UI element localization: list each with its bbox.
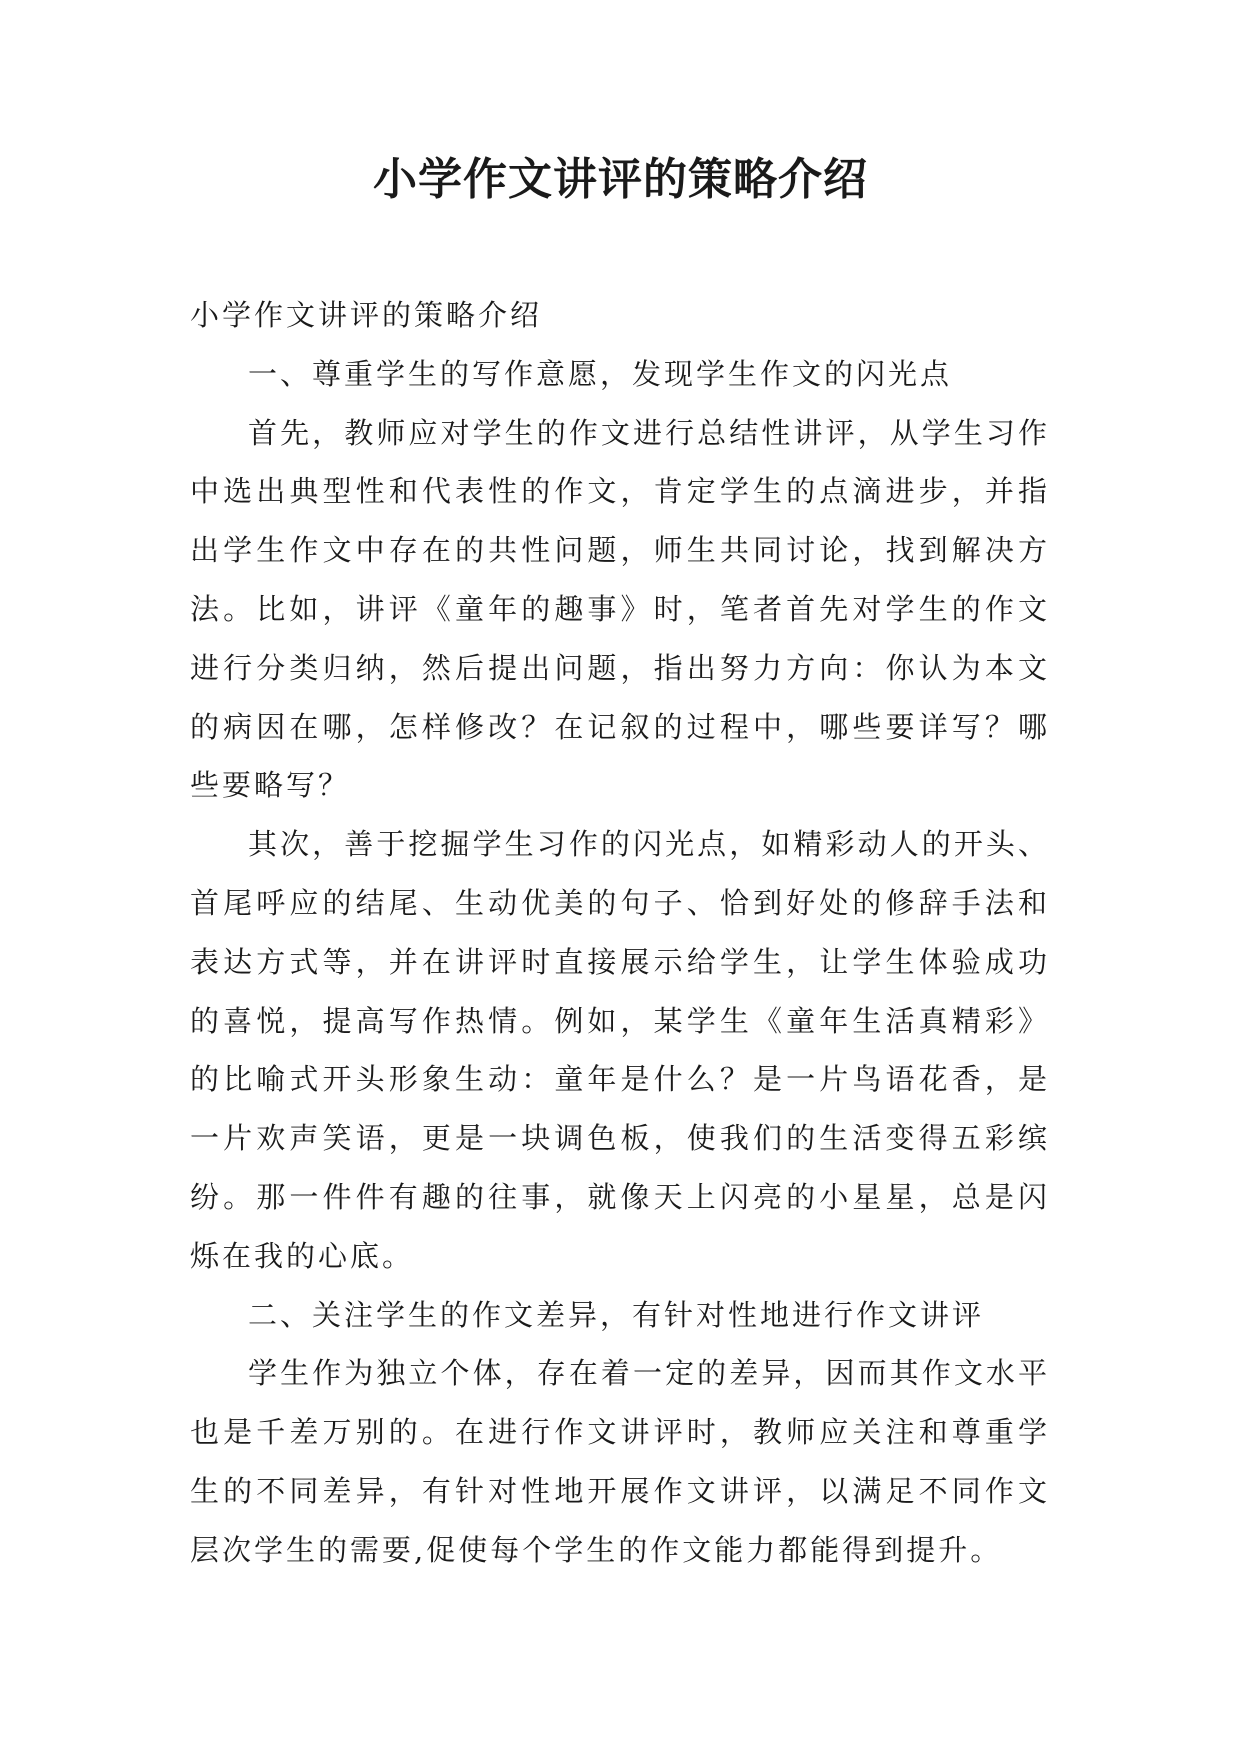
section-heading-1: 一、尊重学生的写作意愿，发现学生作文的闪光点 [248, 356, 953, 391]
body-paragraph-1: 首先，教师应对学生的作文进行总结性讲评，从学生习作中选出典型性和代表性的作文，肯定学生的点滴进步，并指出学生作文中存在的共性问题，师生共同讨论，找到解决方法。比如，讲评《童年的趣事》时，笔者首先对学生的作文进行分类归纳，然后提出问题，指出努力方向：你认为本文的病因在哪，怎样修改？在记叙的过程中，哪些要详写？哪些要略写？ [190, 415, 1050, 803]
section-heading-2: 二、关注学生的作文差异，有针对性地进行作文讲评 [248, 1297, 985, 1332]
document-body [190, 286, 1050, 1580]
document-title: 小学作文讲评的策略介绍 [373, 154, 868, 205]
body-paragraph-3: 学生作为独立个体，存在着一定的差异，因而其作文水平也是千差万别的。在进行作文讲评时，教师应关注和尊重学生的不同差异，有针对性地开展作文讲评，以满足不同作文层次学生的需要,促使每个学生的作文能力都能得到提升。 [190, 1356, 1050, 1567]
subtitle-paragraph: 小学作文讲评的策略介绍 [190, 298, 543, 332]
body-paragraph-2: 其次，善于挖掘学生习作的闪光点，如精彩动人的开头、首尾呼应的结尾、生动优美的句子、恰到好处的修辞手法和表达方式等，并在讲评时直接展示给学生，让学生体验成功的喜悦，提高写作热情。例如，某学生《童年生活真精彩》的比喻式开头形象生动：童年是什么？是一片鸟语花香，是一片欢声笑语，更是一块调色板，使我们的生活变得五彩缤纷。那一件件有趣的往事，就像天上闪亮的小星星，总是闪烁在我的心底。 [190, 827, 1050, 1273]
